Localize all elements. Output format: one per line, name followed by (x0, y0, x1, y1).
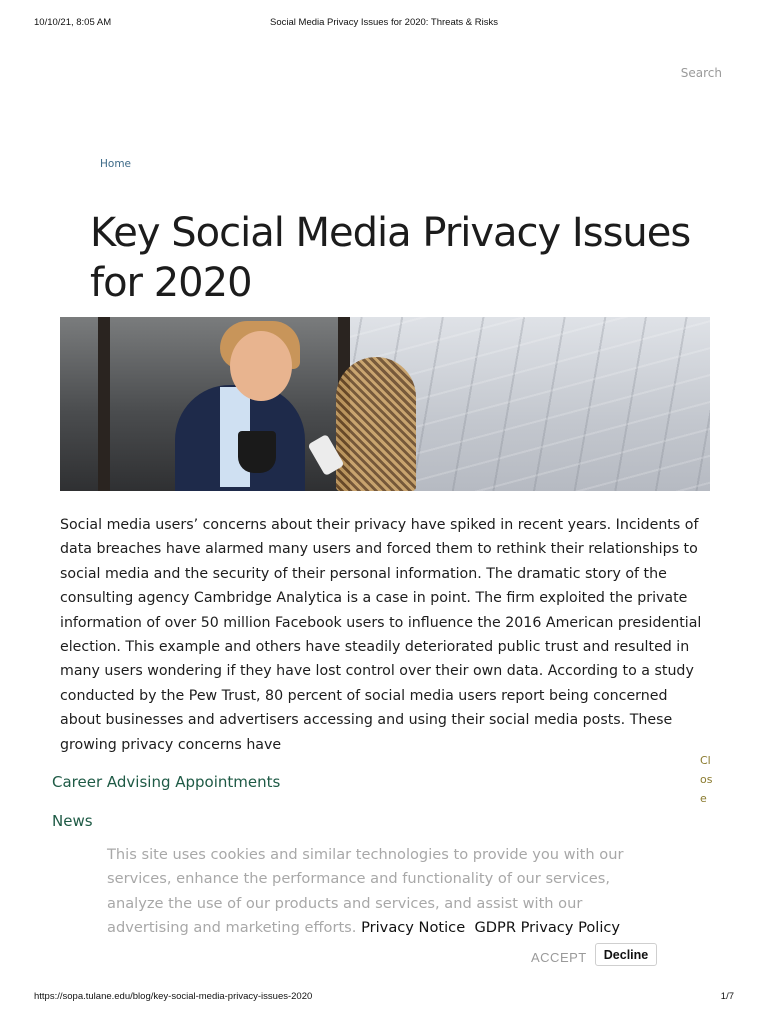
accept-button[interactable]: ACCEPT (531, 950, 587, 965)
cookie-message: This site uses cookies and similar technologies to provide you with our services, enhance the performance and functionality of our services, analyze the use of our products and services, and assist with our advertising and marketing efforts. (107, 846, 624, 937)
print-datetime: 10/10/21, 8:05 AM (34, 17, 112, 28)
decline-button[interactable]: Decline (595, 943, 657, 966)
search-link[interactable]: Search (680, 66, 722, 80)
hero-image (60, 317, 710, 491)
hero-person-head (230, 331, 292, 401)
breadcrumb-home[interactable]: Home (100, 158, 132, 170)
print-doc-title: Social Media Privacy Issues for 2020: Threats & Risks (270, 17, 498, 28)
hero-window-frame (98, 317, 110, 491)
article-body: Social media users’ concerns about their privacy have spiked in recent years. Incidents of data breaches have alarmed many users and forced them to rethink their relationships to social media and the security of their personal information. The dramatic story of the consulting agency Cambridge Analytica is a case in point. The firm exploited the private information of over 50 million Facebook users to influence the 2016 American presidential election. This example and others have steadily deteriorated public trust and resulted in many users wondering if they have lost control over their own data. According to a study conducted by the Pew Trust, 80 percent of social media users report being concerned about businesses and advertisers accessing and using their social media posts. These growing privacy concerns have (60, 517, 702, 753)
cookie-message-block (107, 843, 667, 941)
gdpr-policy-link[interactable]: GDPR Privacy Policy (474, 919, 621, 937)
privacy-notice-link[interactable]: Privacy Notice (361, 919, 466, 937)
print-header (34, 17, 734, 31)
nav-news[interactable]: News (52, 812, 93, 830)
hero-coffee-cup (238, 431, 276, 473)
print-page-number: 1/7 (720, 991, 734, 1002)
print-footer (34, 991, 734, 1005)
cookie-close-link[interactable]: Close (700, 754, 713, 805)
print-url: https://sopa.tulane.edu/blog/key-social-media-privacy-issues-2020 (34, 991, 313, 1002)
nav-career-advising[interactable]: Career Advising Appointments (52, 773, 281, 791)
hero-chair (336, 357, 416, 491)
page-title: Key Social Media Privacy Issues for 2020 (90, 210, 691, 306)
